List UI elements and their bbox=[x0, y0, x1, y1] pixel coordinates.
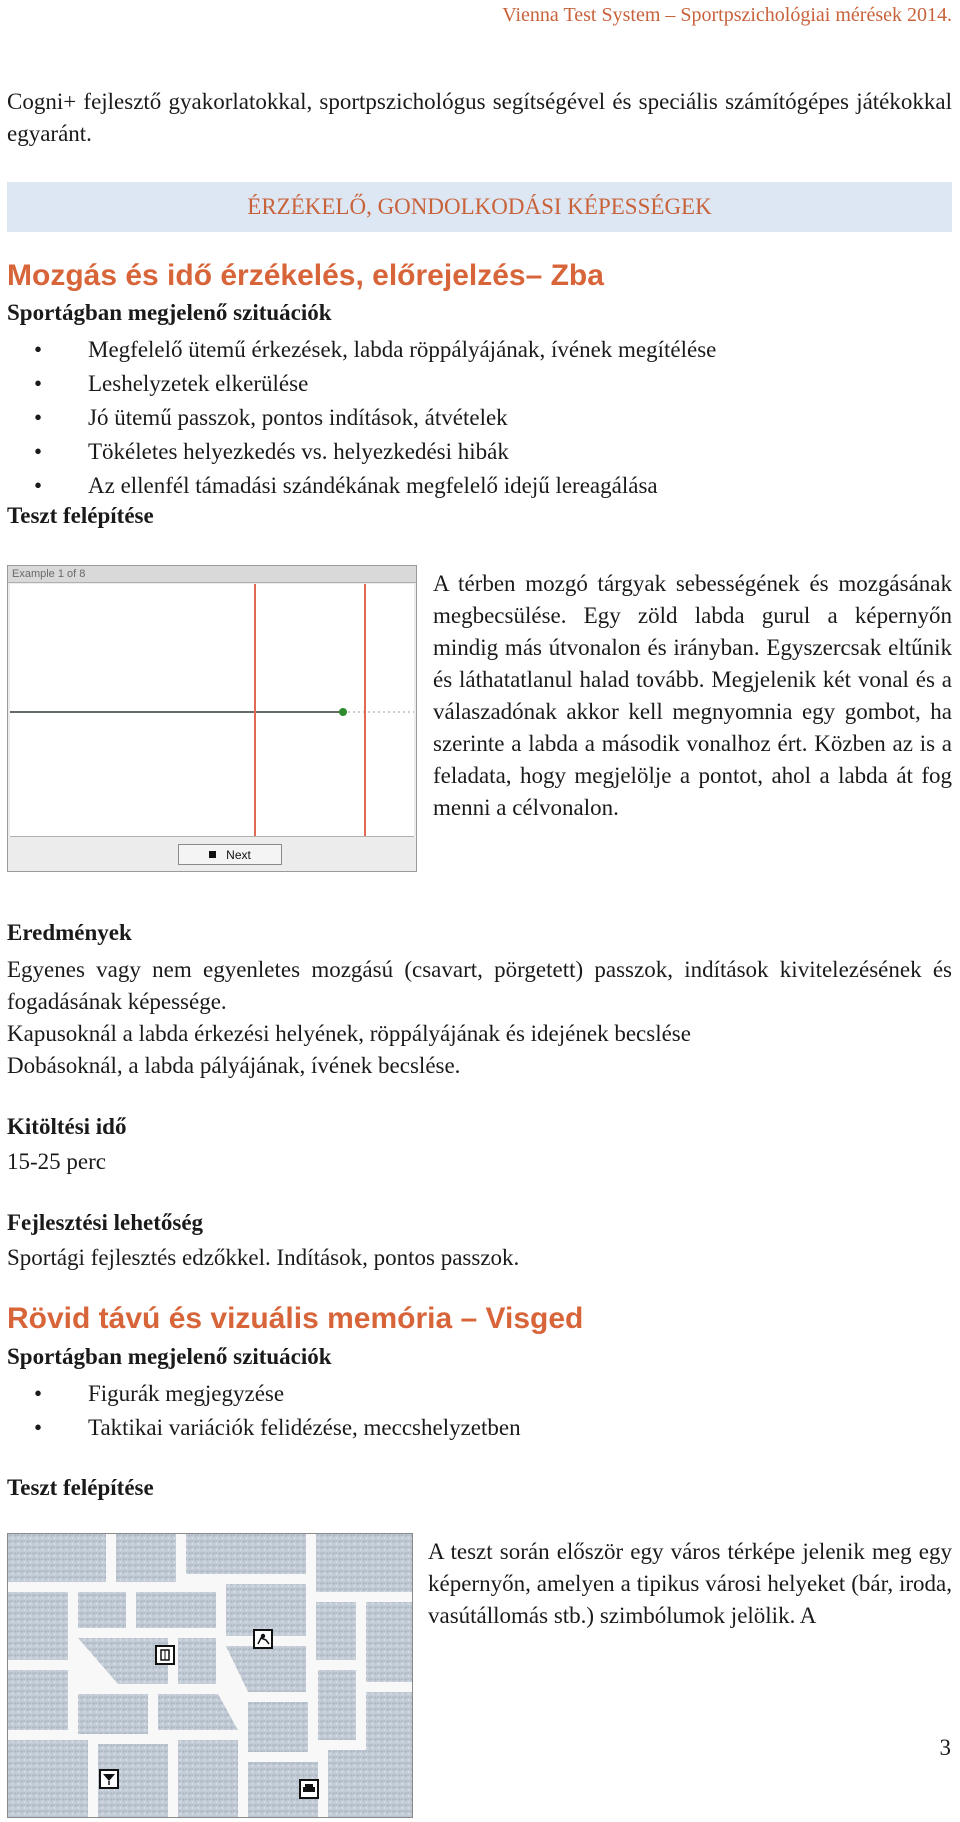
section1-results-heading: Eredmények bbox=[7, 920, 132, 945]
section1-duration: 15-25 perc bbox=[7, 1149, 106, 1174]
city-map-graphic bbox=[8, 1534, 413, 1818]
section1-situations-list bbox=[34, 333, 716, 503]
section1-structure-heading: Teszt felépítése bbox=[7, 503, 154, 528]
intro-paragraph: Cogni+ fejlesztő gyakorlatokkal, sportpszichológus segítségével és speciális számítógépes játékokkal egyaránt. bbox=[7, 89, 952, 146]
stop-square-icon bbox=[209, 851, 216, 858]
section1-development-heading: Fejlesztési lehetőség bbox=[7, 1210, 204, 1235]
list-item: • Tökéletes helyezkedés vs. helyezkedési hibák bbox=[34, 435, 716, 469]
figure-button-bar bbox=[8, 838, 416, 871]
section1-development: Sportági fejlesztés edzőkkel. Indítások, pontos passzok. bbox=[7, 1245, 520, 1270]
list-item: • Megfelelő ütemű érkezések, labda röppályájának, ívének megítélése bbox=[34, 333, 716, 367]
section1-title: Mozgás és idő érzékelés, előrejelzés– Zba bbox=[7, 259, 604, 292]
section1-result-1: Egyenes vagy nem egyenletes mozgású (csavart, pörgetett) passzok, indítások kivitelezésének és fogadásának képessége. bbox=[7, 957, 952, 1014]
page-number: 3 bbox=[939, 1735, 951, 1760]
section1-situations-heading: Sportágban megjelenő szituációk bbox=[7, 300, 332, 325]
list-item: • Taktikai variációk felidézése, meccshelyzetben bbox=[34, 1411, 521, 1445]
section1-description: A térben mozgó tárgyak sebességének és mozgásának megbecsülése. Egy zöld labda gurul a képernyőn mindig más útvonalon és irányban. Egyszercsak eltűnik és láthatatlanul halad tovább. Megjelenik két vonal és a válaszadónak akkor kell megnyomnia egy gombot, ha szerinte a labda a második vonalhoz ért. Közben az is a feladata, hogy megjelölje a pontot, ahol a labda át fog menni a célvonalon. bbox=[433, 571, 952, 820]
section1-result-3: Dobásoknál, a labda pályájának, ívének becslése. bbox=[7, 1053, 461, 1078]
next-button-label: Next bbox=[226, 847, 251, 862]
section2-title: Rövid távú és vizuális memória – Visged bbox=[7, 1302, 584, 1335]
section-band bbox=[7, 182, 952, 232]
section2-structure-heading: Teszt felépítése bbox=[7, 1475, 154, 1500]
section1-duration-heading: Kitöltési idő bbox=[7, 1114, 127, 1139]
next-button[interactable] bbox=[178, 844, 282, 865]
test-screenshot-figure bbox=[7, 565, 417, 872]
section2-description: A teszt során először egy város térképe jelenik meg egy képernyőn, amelyen a tipikus városi helyeket (bár, iroda, vasútállomás stb.) szimbólumok jelölik. A bbox=[428, 1539, 952, 1628]
running-header: Vienna Test System – Sportpszichológiai mérések 2014. bbox=[502, 4, 952, 26]
section2-situations-list bbox=[34, 1377, 521, 1445]
map-symbol-station-icon bbox=[254, 1630, 272, 1648]
section-band-title: ÉRZÉKELŐ, GONDOLKODÁSI KÉPESSÉGEK bbox=[247, 194, 712, 219]
figure-window-title: Example 1 of 8 bbox=[8, 566, 416, 583]
map-symbol-bar-icon bbox=[100, 1770, 118, 1788]
figure-playfield bbox=[10, 584, 414, 837]
list-item: • Leshelyzetek elkerülése bbox=[34, 367, 716, 401]
playfield-graphic bbox=[10, 584, 414, 836]
map-symbol-car-icon bbox=[300, 1780, 318, 1798]
list-item: • Figurák megjegyzése bbox=[34, 1377, 521, 1411]
section2-situations-heading: Sportágban megjelenő szituációk bbox=[7, 1344, 332, 1369]
green-ball bbox=[339, 708, 347, 716]
section1-result-2: Kapusoknál a labda érkezési helyének, röppályájának és idejének becslése bbox=[7, 1021, 691, 1046]
map-symbol-office-icon bbox=[156, 1646, 174, 1664]
city-map-figure bbox=[7, 1533, 413, 1818]
list-item: • Az ellenfél támadási szándékának megfelelő idejű lereagálása bbox=[34, 469, 716, 503]
list-item: • Jó ütemű passzok, pontos indítások, átvételek bbox=[34, 401, 716, 435]
